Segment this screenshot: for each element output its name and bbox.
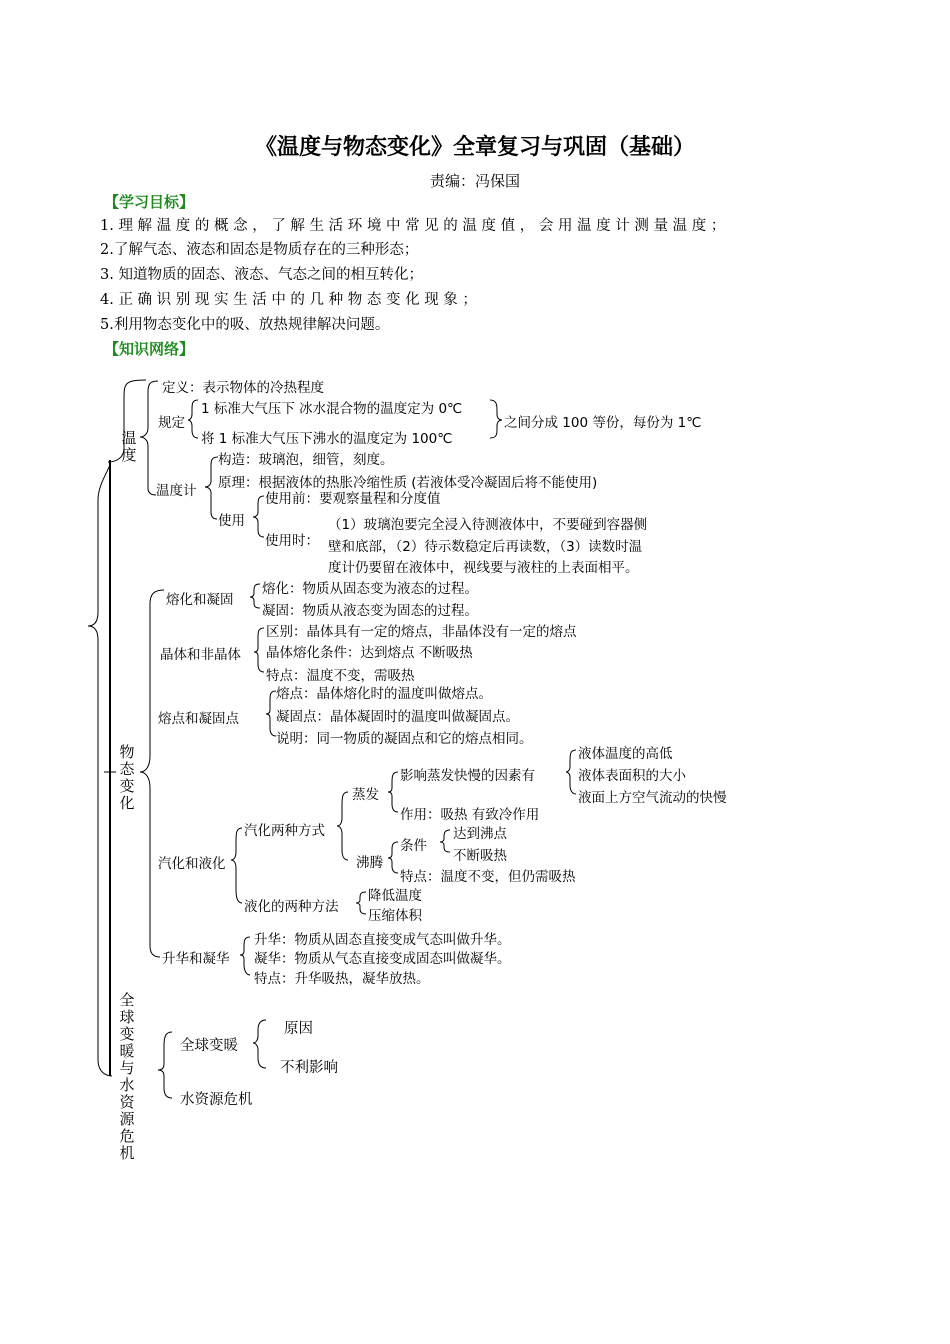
evap-factor-1: 液体温度的高低 (578, 746, 673, 762)
goal-item-5: 5.利用物态变化中的吸、放热规律解决问题。 (100, 317, 390, 333)
sublimation-def: 升华：物质从固态直接变成气态叫做升华。 (254, 932, 511, 948)
evap-factor-2: 液体表面积的大小 (578, 768, 686, 784)
boil-feature: 特点：温度不变，但仍需吸热 (400, 869, 576, 885)
evap-factors-label: 影响蒸发快慢的因素有 (400, 768, 535, 784)
author-line: 责编：冯保国 (429, 172, 520, 190)
during-use-label: 使用时： (265, 533, 319, 549)
evap-factor-3: 液面上方空气流动的快慢 (578, 790, 727, 806)
during-use-line-1: （1）玻璃泡要完全浸入待测液体中，不要碰到容器侧 (328, 517, 648, 533)
melting-def: 熔化：物质从固态变为液态的过程。 (262, 581, 478, 597)
melting-point-def: 熔点：晶体熔化时的温度叫做熔点。 (276, 686, 492, 702)
goal-item-2: 2.了解气态、液态和固态是物质存在的三种形态； (100, 242, 419, 258)
deposition-def: 凝华：物质从气态直接变成固态叫做凝华。 (254, 951, 511, 967)
subl-group-label: 升华和凝华 (162, 951, 230, 967)
goal-item-4: 4. 正 确 识 别 现 实 生 活 中 的 几 种 物 态 变 化 现 象 ； (100, 292, 477, 308)
temp-definition: 定义：表示物体的冷热程度 (162, 380, 324, 396)
temp-rule-boil: 将 1 标准大气压下沸水的温度定为 100℃ (201, 431, 453, 447)
warming-cause: 原因 (284, 1021, 313, 1037)
branch-temperature: 温度 (121, 429, 137, 464)
melt-group-label: 熔化和凝固 (166, 592, 234, 608)
warming-harm: 不利影响 (280, 1060, 338, 1076)
vapor-group-label: 汽化和液化 (158, 856, 226, 872)
point-note: 说明：同一物质的凝固点和它的熔点相同。 (276, 731, 533, 747)
crystal-feature: 特点：温度不变，需吸热 (266, 668, 415, 684)
crystal-melt-condition: 晶体熔化条件：达到熔点 不断吸热 (266, 645, 473, 661)
during-use-line-2: 壁和底部，（2）待示数稳定后再读数，（3）读数时温 (328, 539, 643, 555)
branch-global-warming: 全球变暖与水资源危机 (119, 991, 135, 1162)
temp-rule-split: 之间分成 100 等份，每份为 1℃ (504, 415, 702, 431)
water-crisis: 水资源危机 (180, 1092, 253, 1108)
evap-effect: 作用：吸热 有致冷作用 (400, 807, 540, 823)
global-warming-label: 全球变暖 (180, 1038, 238, 1054)
thermometer-use-label: 使用 (218, 513, 245, 529)
network-heading: 【知识网络】 (104, 340, 195, 358)
boil-condition-1: 达到沸点 (453, 826, 507, 842)
boil-condition-2: 不断吸热 (453, 848, 507, 864)
crystal-group-label: 晶体和非晶体 (160, 647, 241, 663)
liquefy-ways-label: 液化的两种方法 (244, 899, 339, 915)
before-use: 使用前：要观察量程和分度值 (265, 491, 441, 507)
goal-item-1: 1. 理 解 温 度 的 概 念 ， 了 解 生 活 环 境 中 常 见 的 温 度 值 ， 会 用 温 度 计 测 量 温 度 ； (100, 218, 726, 234)
boiling-label: 沸腾 (356, 855, 383, 871)
boil-condition-label: 条件 (400, 838, 427, 854)
point-group-label: 熔点和凝固点 (158, 711, 239, 727)
temp-rule-ice: 1 标准大气压下 冰水混合物的温度定为 0℃ (201, 401, 463, 417)
subl-feature: 特点：升华吸热，凝华放热。 (254, 971, 430, 987)
crystal-difference: 区别：晶体具有一定的熔点，非晶体没有一定的熔点 (266, 624, 577, 640)
vapor-ways-label: 汽化两种方式 (244, 823, 325, 839)
goal-item-3: 3. 知道物质的固态、液态、气态之间的相互转化； (100, 267, 423, 283)
thermometer-principle: 原理：根据液体的热胀冷缩性质 (若液体受冷凝固后将不能使用) (218, 475, 598, 491)
liquefy-method-2: 压缩体积 (368, 908, 422, 924)
thermometer-structure: 构造：玻璃泡，细管，刻度。 (218, 452, 394, 468)
branch-state-change: 物态变化 (119, 743, 135, 812)
goals-heading: 【学习目标】 (104, 193, 195, 211)
liquefy-method-1: 降低温度 (368, 888, 422, 904)
freezing-point-def: 凝固点：晶体凝固时的温度叫做凝固点。 (276, 709, 519, 725)
during-use-line-3: 度计仍要留在液体中，视线要与液柱的上表面相平。 (328, 560, 639, 576)
solidify-def: 凝固：物质从液态变为固态的过程。 (262, 603, 478, 619)
temp-rule-label: 规定 (158, 415, 185, 431)
page-title: 《温度与物态变化》全章复习与巩固（基础） (254, 134, 695, 160)
evaporation-label: 蒸发 (352, 787, 379, 803)
thermometer-label: 温度计 (156, 483, 197, 499)
